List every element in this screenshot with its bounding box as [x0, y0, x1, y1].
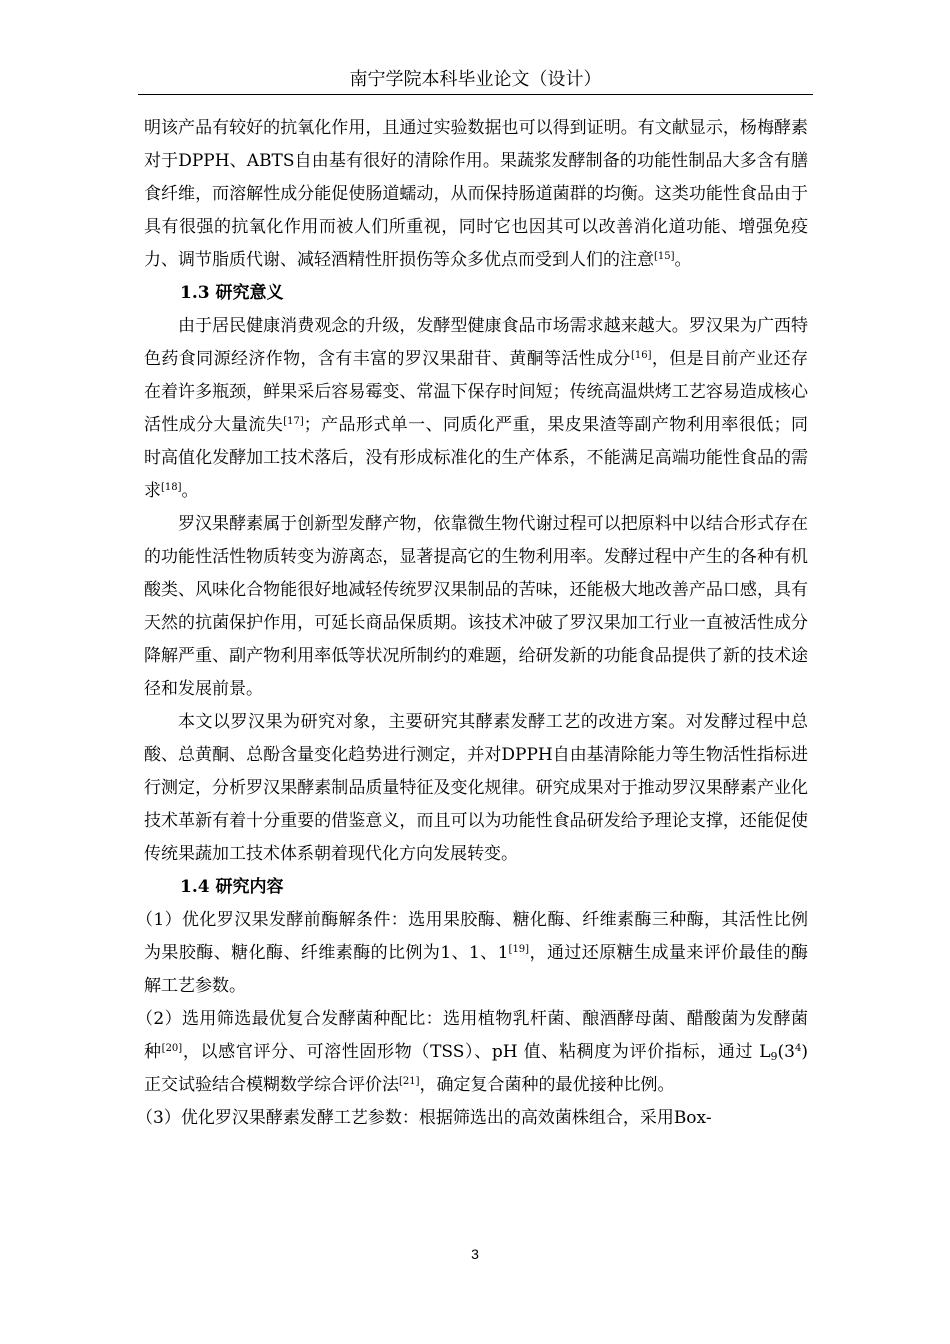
section-heading: 1.4 研究内容 — [180, 877, 284, 897]
superscript: 4 — [795, 1043, 802, 1054]
list-item-text: ，确定复合菌种的最优接种比例。 — [419, 1075, 675, 1095]
citation: [21] — [399, 1076, 420, 1087]
header-title: 南宁学院本科毕业论文（设计） — [349, 69, 602, 90]
paragraph — [144, 310, 808, 508]
page-number: 3 — [471, 1246, 479, 1262]
body-content — [136, 112, 809, 1135]
list-item-text: （2）选用筛选最优复合发酵菌种配比：选用植物乳杆菌、酿酒酵母菌、醋酸菌为发酵菌种 — [136, 1009, 808, 1062]
paragraph-text: 。 — [181, 481, 199, 501]
citation: [18] — [161, 482, 182, 493]
list-item-text: （1）优化罗汉果发酵前酶解条件：选用果胶酶、糖化酶、纤维素酶三种酶，其活性比例为果胶酶、糖化酶、纤维素酶的比例为1、1、1 — [136, 910, 808, 963]
subscript: 9 — [770, 1050, 778, 1063]
paragraph-text: 。 — [674, 250, 692, 270]
list-item-text: ，通过还原糖生成量来评价最佳的酶解工艺参数。 — [144, 943, 809, 996]
citation: [20] — [161, 1043, 183, 1054]
citation: [15] — [654, 251, 675, 262]
list-item-text: (3 — [777, 1042, 795, 1062]
citation: [16] — [630, 350, 652, 361]
list-item-text: ) 正交试验结合模糊数学综合评价法 — [144, 1042, 809, 1095]
paragraph-text: 明该产品有较好的抗氧化作用，且通过实验数据也可以得到证明。有文献显示，杨梅酵素对于DPPH、ABTS自由基有很好的清除作用。果蔬浆发酵制备的功能性制品大多含有膳食纤维，而溶解性成分能促使肠道蠕动，从而保持肠道菌群的均衡。这类功能性食品由于具有很强的抗氧化作用而被人们所重视，同时它也因其可以改善消化道功能、增强免疫力、调节脂质代谢、减轻酒精性肝损伤等众多优点而受到人们的注意 — [144, 118, 808, 270]
paragraph-text: 由于居民健康消费观念的升级，发酵型健康食品市场需求越来越大。罗汉果为广西特色药食同源经济作物，含有丰富的罗汉果甜苷、黄酮等活性成分 — [144, 316, 808, 369]
section-heading: 1.3 研究意义 — [180, 283, 284, 303]
citation: [17] — [283, 416, 304, 427]
list-item: （3）优化罗汉果酵素发酵工艺参数：根据筛选出的高效菌株组合，采用Box- — [136, 1108, 712, 1128]
list-item — [136, 904, 809, 1003]
paragraph: 罗汉果酵素属于创新型发酵产物，依靠微生物代谢过程可以把原料中以结合形式存在的功能性活性物质转变为游离态，显著提高它的生物利用率。发酵过程中产生的各种有机酸类、风味化合物能很好地减轻传统罗汉果制品的苦味，还能极大地改善产品口感，具有天然的抗菌保护作用，可延长商品保质期。该技术冲破了罗汉果加工行业一直被活性成分降解严重、副产物利用率低等状况所制约的难题，给研发新的功能食品提供了新的技术途径和发展前景。 — [144, 514, 808, 699]
paragraph — [144, 112, 808, 277]
citation: [19] — [508, 944, 530, 955]
paragraph-text: ；产品形式单一、同质化严重，果皮果渣等副产物利用率很低；同时高值化发酵加工技术落后，没有形成标准化的生产体系，不能满足高端功能性食品的需求 — [144, 415, 809, 501]
list-item — [136, 1003, 809, 1102]
list-item-text: ，以感官评分、可溶性固形物（TSS）、pH 值、粘稠度为评价指标，通过 L — [182, 1042, 771, 1062]
paragraph-text: ，但是目前产业还存在着许多瓶颈，鲜果采后容易霉变、常温下保存时间短；传统高温烘烤工艺容易造成核心活性成分大量流失 — [144, 349, 809, 435]
paragraph: 本文以罗汉果为研究对象，主要研究其酵素发酵工艺的改进方案。对发酵过程中总酸、总黄酮、总酚含量变化趋势进行测定，并对DPPH自由基清除能力等生物活性指标进行测定，分析罗汉果酵素制品质量特征及变化规律。研究成果对于推动罗汉果酵素产业化技术革新有着十分重要的借鉴意义，而且可以为功能性食品研发给予理论支撑，还能促使传统果蔬加工技术体系朝着现代化方向发展转变。 — [144, 712, 808, 864]
page-header — [138, 66, 813, 95]
